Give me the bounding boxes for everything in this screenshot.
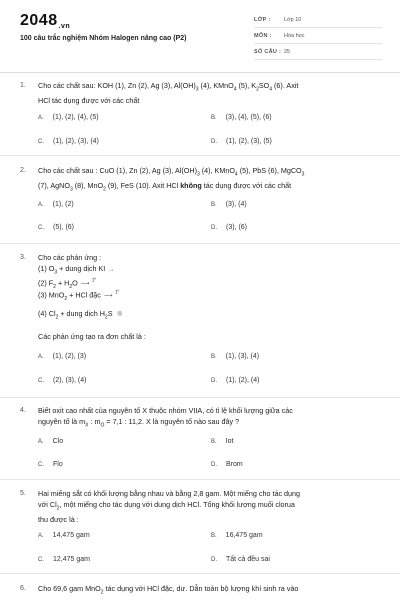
option-b[interactable]: B. 16,475 gam (211, 532, 263, 539)
document-header (0, 0, 400, 70)
option-a[interactable]: A. (1), (2), (3) (38, 353, 87, 360)
option-a[interactable]: A. 14,475 gam (38, 532, 90, 539)
option-b[interactable]: B. Iot (211, 438, 234, 445)
reaction-2: (2) $F_2 + H_2O$ ⟶$^{t^\circ}$ (38, 278, 97, 290)
question-ask: Các phản ứng tạo ra đơn chất là : (38, 332, 146, 341)
option-c[interactable]: C. 12,475 gam (38, 556, 90, 563)
page-title: 100 câu trắc nghiệm Nhóm Halogen nâng cao (P2) (20, 35, 187, 42)
question-text: Hai miếng sắt có khối lượng bằng nhau và bằng 2,8 gam. Một miếng cho tác dụng với $Cl_2$, một miếng cho tác dụng với dung dịch HCl. Tổng khối lượng muối clorua thu được là : (38, 489, 301, 525)
option-d[interactable]: D. Brom (211, 461, 243, 468)
question-divider (0, 243, 400, 244)
question-divider (0, 573, 400, 574)
option-c[interactable]: C. (5), (6) (38, 224, 74, 231)
option-a[interactable]: A. (1), (2), (4), (5) (38, 114, 99, 121)
option-a[interactable]: A. (1), (2) (38, 201, 74, 208)
option-b[interactable]: B. (1), (3), (4) (211, 353, 260, 360)
question-number: 2. (20, 167, 26, 174)
question-text: Cho các chất sau: KOH (1), Zn (2), Ag (3), $Al(OH)_3$ (4), KMnO$_4$ (5), $K_2SO_4$ (6). Axit HCl tác dụng được với các chất (38, 81, 299, 106)
reaction-4: (4) $Cl_2$ + dung dịch $H_2S$ ® (38, 309, 122, 321)
question-text: Biết oxit cao nhất của nguyên tố X thuộc nhóm VIIA, có tỉ lệ khối lượng giữa các nguyên tố là $m_X$ : $m_O = 7,1$ : 11,2. X là nguyên tố nào sau đây ? (38, 406, 293, 429)
option-b[interactable]: B. (3), (4), (5), (6) (211, 114, 272, 121)
meta-lop: LỚP : Lớp 10 (254, 13, 382, 28)
reaction-3: (3) MnO$_2$ + HCl đặc ⟶$^{t^\circ}$ (38, 290, 120, 302)
option-d[interactable]: D. (3), (6) (211, 224, 247, 231)
option-b[interactable]: B. (3), (4) (211, 201, 247, 208)
meta-so-cau: SỐ CÂU : 25 (254, 45, 382, 60)
meta-mon: MÔN : Hóa học (254, 29, 382, 44)
question-text: Cho 69,6 gam MnO$_2$ tác dụng với HCl đặc, dư. Dẫn toàn bộ lượng khí sinh ra vào (38, 584, 299, 596)
question-divider (0, 155, 400, 156)
option-c[interactable]: C. Flo (38, 461, 63, 468)
option-d[interactable]: D. (1), (2), (4) (211, 377, 260, 384)
option-c[interactable]: C. (1), (2), (3), (4) (38, 138, 99, 145)
header-divider (0, 72, 400, 73)
question-number: 5. (20, 490, 26, 497)
question-divider (0, 479, 400, 480)
option-d[interactable]: D. (1), (2), (3), (5) (211, 138, 272, 145)
option-c[interactable]: C. (2), (3), (4) (38, 377, 87, 384)
reaction-1: (1) $O_3$ + dung dịch KI → (38, 264, 115, 276)
question-number: 4. (20, 407, 26, 414)
question-number: 3. (20, 254, 26, 261)
question-divider (0, 397, 400, 398)
question-number: 1. (20, 82, 26, 89)
site-logo[interactable]: 2048.vn (20, 12, 71, 30)
option-d[interactable]: D. Tất cả đều sai (211, 556, 270, 563)
question-text: Cho các chất sau : CuO (1), Zn (2), Ag (3), $Al(OH)_3$ (4), KMnO$_4$ (5), PbS (6), MgCO$_3$ (7), AgNO$_3$ (8), MnO$_2$ (9), FeS (10). Axit HCl không tác dụng được với các chất (38, 166, 305, 193)
question-number: 6. (20, 585, 26, 592)
option-a[interactable]: A. Clo (38, 438, 64, 445)
question-text: Cho các phản ứng : (38, 253, 102, 262)
